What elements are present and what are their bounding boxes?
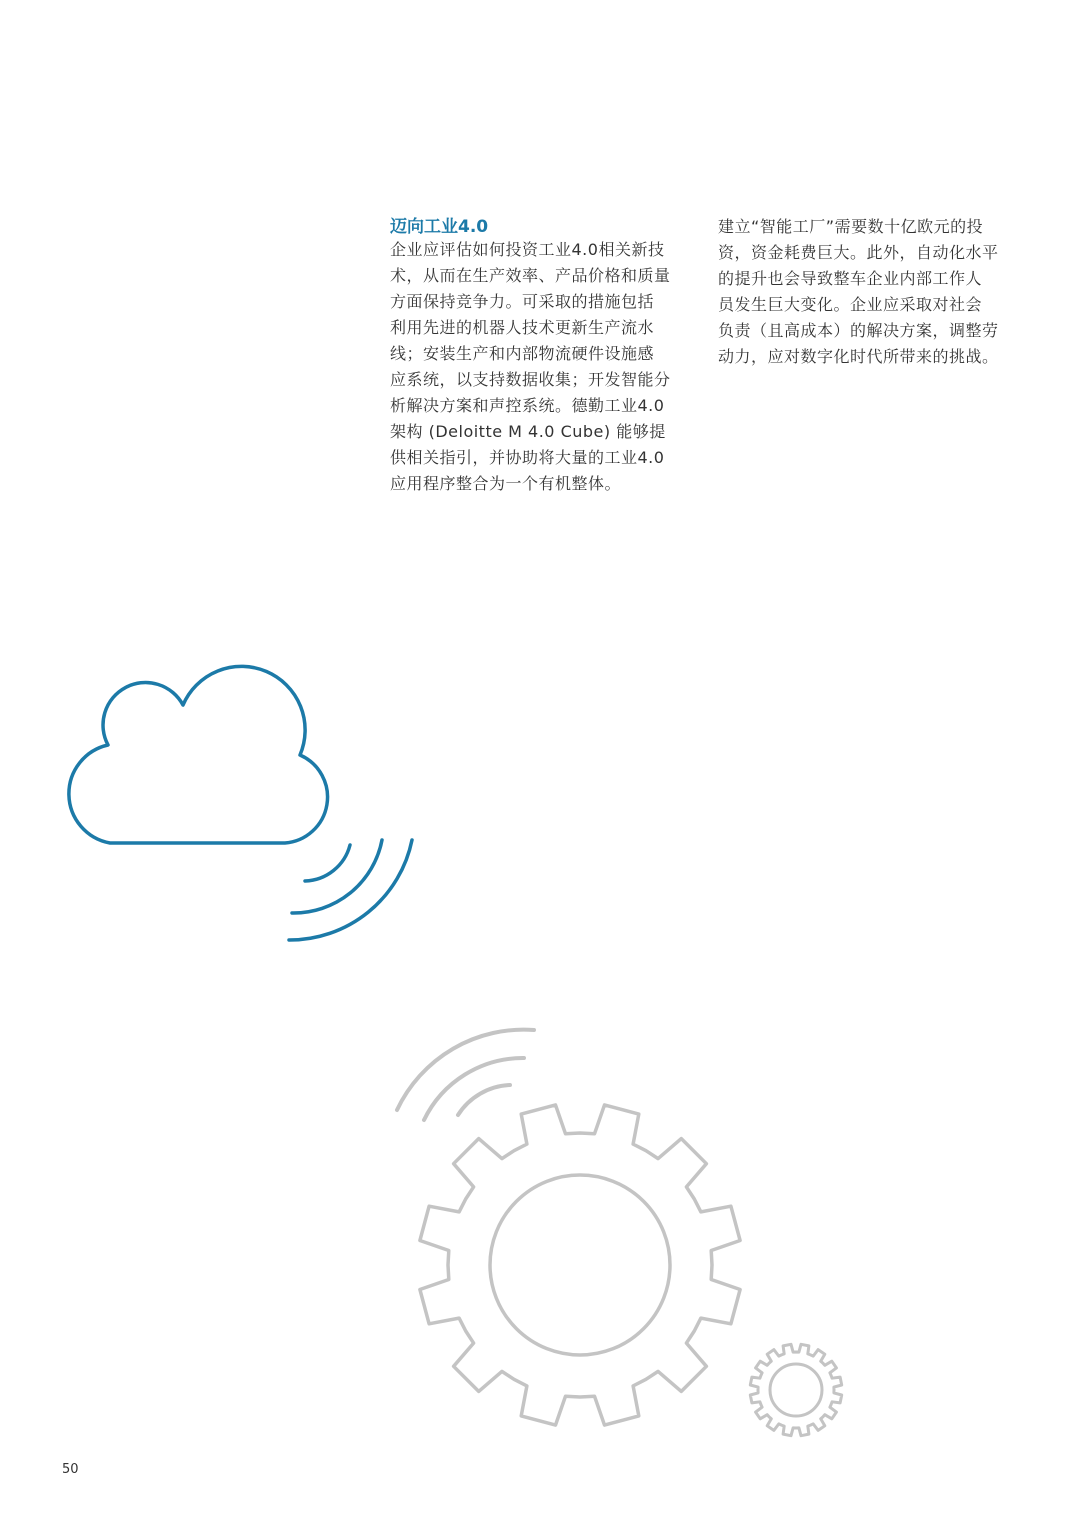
gear-signal-icon bbox=[397, 1030, 534, 1120]
large-gear-icon bbox=[420, 1105, 740, 1425]
cloud-icon bbox=[69, 666, 328, 843]
paragraph-line: 架构 (Deloitte M 4.0 Cube) 能够提 bbox=[390, 422, 666, 441]
paragraph-line: 企业应评估如何投资工业4.0相关新技 bbox=[390, 240, 665, 259]
paragraph-line: 资，资金耗费巨大。此外，自动化水平 bbox=[718, 243, 999, 262]
paragraph-line: 负责（且高成本）的解决方案，调整劳 bbox=[718, 321, 999, 340]
paragraph-line: 方面保持竞争力。可采取的措施包括 bbox=[390, 292, 655, 311]
cloud-signal-icon bbox=[289, 840, 412, 940]
paragraph-line: 供相关指引，并协助将大量的工业4.0 bbox=[390, 448, 665, 467]
small-gear-icon bbox=[750, 1344, 841, 1435]
paragraph-line: 应系统，以支持数据收集；开发智能分 bbox=[390, 370, 671, 389]
paragraph-line: 动力，应对数字化时代所带来的挑战。 bbox=[718, 347, 999, 366]
small-gear-outline bbox=[750, 1344, 841, 1435]
large-gear-outline bbox=[420, 1105, 740, 1425]
section-heading: 迈向工业4.0 bbox=[390, 217, 489, 237]
paragraph-line: 应用程序整合为一个有机整体。 bbox=[390, 474, 622, 493]
paragraph-line: 术，从而在生产效率、产品价格和质量 bbox=[390, 266, 671, 285]
paragraph-line: 利用先进的机器人技术更新生产流水 bbox=[390, 318, 655, 337]
paragraph-line: 线；安装生产和内部物流硬件设施感 bbox=[390, 344, 655, 363]
paragraph-line: 员发生巨大变化。企业应采取对社会 bbox=[718, 295, 983, 314]
paragraph-line: 建立“智能工厂”需要数十亿欧元的投 bbox=[718, 217, 984, 236]
paragraph-line: 析解决方案和声控系统。德勤工业4.0 bbox=[390, 396, 665, 415]
page-number: 50 bbox=[62, 1462, 79, 1477]
paragraph-line: 的提升也会导致整车企业内部工作人 bbox=[718, 269, 983, 288]
